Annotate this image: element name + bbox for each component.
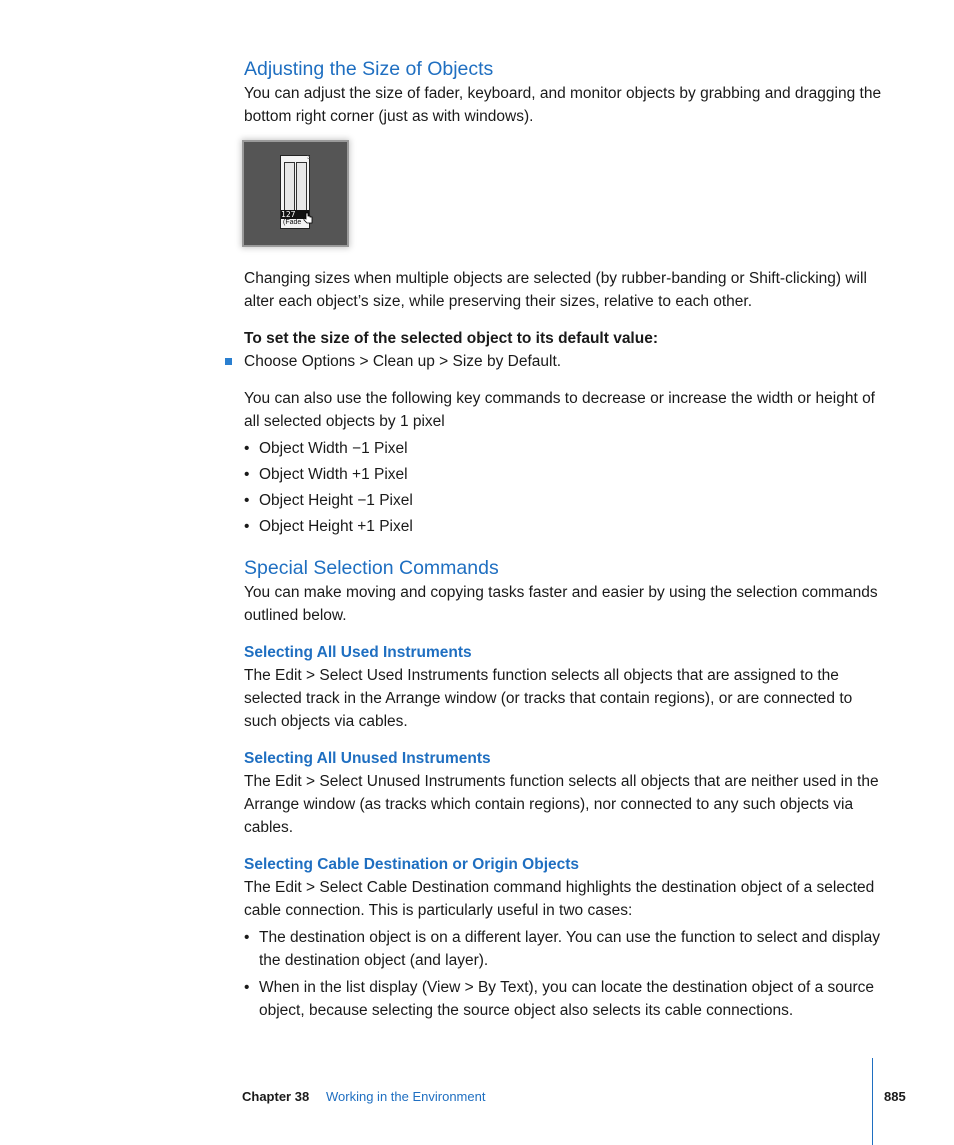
subheading-used-instruments: Selecting All Used Instruments — [244, 644, 472, 661]
paragraph-key-commands: You can also use the following key commands to decrease or increase the width or height of all selected objects by 1 pixel — [244, 390, 875, 430]
fader-resize-figure — [244, 142, 347, 245]
fader-name: (Fade — [283, 219, 302, 226]
square-bullet-icon — [225, 358, 232, 365]
paragraph-multiple-objects: Changing sizes when multiple objects are selected (by rubber-banding or Shift-clicking) will alter each object’s size, while preserving their sizes, relative to each other. — [244, 270, 867, 310]
task-step-text: Choose Options > Clean up > Size by Default. — [244, 353, 562, 370]
task-heading: To set the size of the selected object to its default value: — [244, 330, 658, 347]
key-commands-list — [244, 437, 884, 538]
cable-destination-list — [244, 926, 884, 1022]
list-item: • Object Height −1 Pixel — [244, 492, 413, 509]
footer-page-number: 885 — [884, 1089, 906, 1104]
page-content — [244, 56, 884, 1022]
section-intro-adjusting-size: You can adjust the size of fader, keyboard, and monitor objects by grabbing and dragging the bottom right corner (just as with windows). — [244, 85, 882, 125]
paragraph-cable-destination: The Edit > Select Cable Destination command highlights the destination object of a selected cable connection. This is particularly useful in two cases: — [244, 879, 875, 919]
section-heading-adjusting-size: Adjusting the Size of Objects — [244, 58, 494, 80]
footer-chapter: Chapter 38 — [242, 1089, 310, 1104]
list-item: • Object Width +1 Pixel — [244, 466, 408, 483]
fader-slot-left — [284, 162, 295, 216]
task-step — [244, 350, 884, 373]
subheading-unused-instruments: Selecting All Unused Instruments — [244, 750, 491, 767]
subheading-cable-destination: Selecting Cable Destination or Origin Objects — [244, 856, 580, 873]
fader-letter: S — [307, 154, 312, 161]
footer-divider — [872, 1058, 873, 1145]
fader-value: 127 — [281, 210, 309, 219]
list-item: • Object Height +1 Pixel — [244, 518, 413, 535]
footer-chapter-title[interactable]: Working in the Environment — [326, 1089, 486, 1104]
section-intro-special-selection: You can make moving and copying tasks faster and easier by using the selection commands outlined below. — [244, 584, 878, 624]
list-item: • The destination object is on a different layer. You can use the function to select and display the destination object (and layer). — [244, 929, 880, 969]
hand-cursor-icon — [303, 212, 313, 224]
section-heading-special-selection: Special Selection Commands — [244, 557, 499, 579]
paragraph-unused-instruments: The Edit > Select Unused Instruments function selects all objects that are neither used in the Arrange window (as tracks which contain regions), nor connected to any such objects via cables. — [244, 773, 879, 836]
list-item: • When in the list display (View > By Text), you can locate the destination object of a source object, because selecting the source object also selects its cable connections. — [244, 979, 875, 1019]
paragraph-used-instruments: The Edit > Select Used Instruments function selects all objects that are assigned to the selected track in the Arrange window (or tracks that contain regions), or are connected to such objects via cables. — [244, 667, 853, 730]
list-item: • Object Width −1 Pixel — [244, 440, 408, 457]
fader-slot-right — [296, 162, 307, 216]
